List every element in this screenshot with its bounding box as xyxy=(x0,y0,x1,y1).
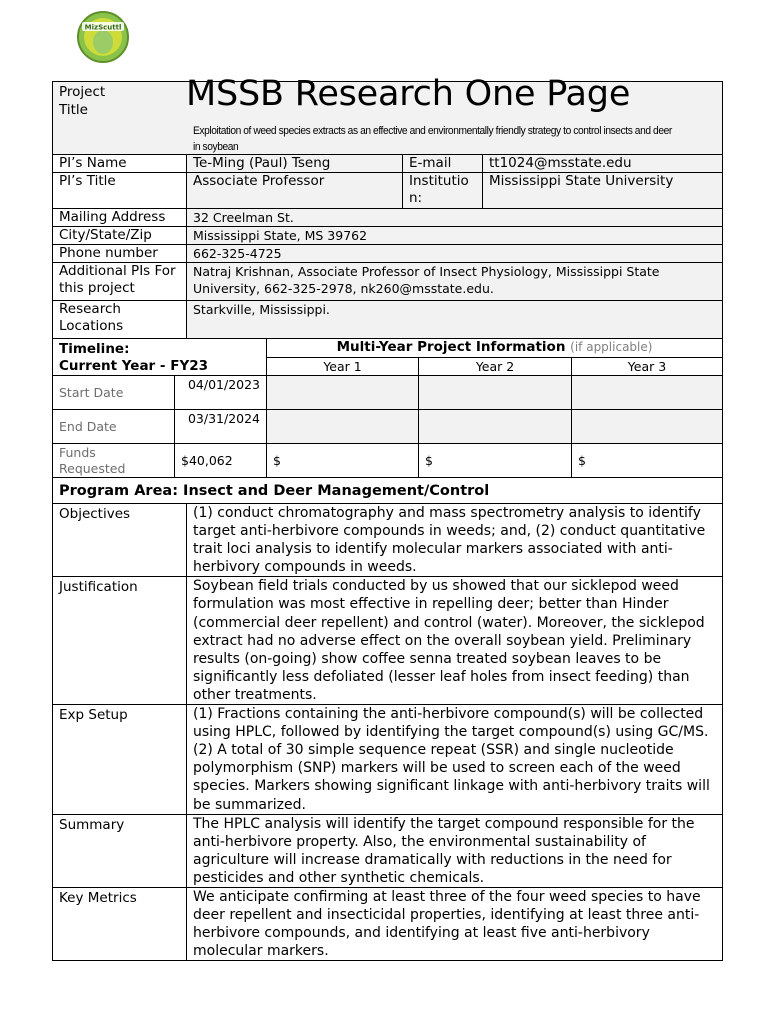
mssb-logo-icon xyxy=(76,10,130,64)
locations-label: Research Locations xyxy=(53,301,187,339)
start-year-2 xyxy=(419,376,572,410)
objectives-label: Objectives xyxy=(53,504,187,577)
year-1-header: Year 1 xyxy=(267,357,419,376)
header-table xyxy=(52,74,723,339)
start-date-label: Start Date xyxy=(53,376,175,410)
additional-pis-value: Natraj Krishnan, Associate Professor of Insect Physiology, Mississippi State University, 662-325-2978, nk260@msstate.edu. xyxy=(187,263,723,301)
mssb-logo xyxy=(76,10,130,64)
funds-year-1: $ xyxy=(267,444,419,478)
program-area: Program Area: Insect and Deer Management/Control xyxy=(53,478,723,504)
email-label: E-mail xyxy=(403,155,483,173)
end-year-2 xyxy=(419,410,572,444)
logo-text: MizScuttl xyxy=(84,23,122,32)
phone-value: 662-325-4725 xyxy=(187,245,723,263)
pi-title-label: PI’s Title xyxy=(53,173,187,209)
institution-value: Mississippi State University xyxy=(483,173,723,209)
pi-title-value: Associate Professor xyxy=(187,173,403,209)
mailing-value: 32 Creelman St. xyxy=(187,209,723,227)
city-value: Mississippi State, MS 39762 xyxy=(187,227,723,245)
exp-setup-value: (1) Fractions containing the anti-herbivore compound(s) will be collected using HPLC, followed by identifying the target compound(s) using GC/MS. (2) A total of 30 simple sequence repeat (SSR) and single nucleotide polymorphism (SNP) markers will be used to screen each of the weed species. Markers showing significant linkage with anti-herbivory traits will be summarized. xyxy=(187,705,723,815)
program-table xyxy=(52,477,723,961)
title-row xyxy=(53,74,723,155)
end-date-value: 03/31/2024 xyxy=(175,410,267,444)
multi-year-title: Multi-Year Project Information xyxy=(336,339,566,355)
objectives-value: (1) conduct chromatography and mass spectrometry analysis to identify target anti-herbivore compounds in weeds; and, (2) conduct quantitative trait loci analysis to identify molecular markers associated with anti-herbivory compounds in weeds. xyxy=(187,504,723,577)
year-2-header: Year 2 xyxy=(419,357,572,376)
locations-value: Starkville, Mississippi. xyxy=(187,301,723,339)
summary-label: Summary xyxy=(53,814,187,887)
timeline-heading xyxy=(53,339,267,376)
project-subtitle: Exploitation of weed species extracts as an effective and environmentally friendly strategy to control insects and deer in soybean xyxy=(193,125,672,153)
funds-year-2: $ xyxy=(419,444,572,478)
year-3-header: Year 3 xyxy=(572,357,723,376)
institution-label: Institution: xyxy=(403,173,483,209)
timeline-table xyxy=(52,338,723,478)
project-title-label: Project Title xyxy=(59,84,106,118)
start-date-value: 04/01/2023 xyxy=(175,376,267,410)
justification-label: Justification xyxy=(53,577,187,705)
one-page-form xyxy=(52,74,723,961)
funds-label-text: Funds Requested xyxy=(59,445,126,476)
funds-label xyxy=(53,444,175,478)
multi-year-note: (if applicable) xyxy=(570,340,653,354)
mailing-label: Mailing Address xyxy=(53,209,187,227)
key-metrics-value: We anticipate confirming at least three of the four weed species to have deer repellent and insecticidal properties, identifying at least three anti-herbivore compounds, and identifying at least five anti-herbivory molecular markers. xyxy=(187,887,723,960)
email-value: tt1024@msstate.edu xyxy=(483,155,723,173)
page-title: MSSB Research One Page xyxy=(186,74,631,114)
pi-name-label: PI’s Name xyxy=(53,155,187,173)
justification-value: Soybean field trials conducted by us showed that our sicklepod weed formulation was most effective in repelling deer; better than Hinder (commercial deer repellent) and control (water). Moreover, the sicklepod extract had no adverse effect on the overall soybean yield. Preliminary results (on-going) show coffee senna treated soybean leaves to be significantly less defoliated (lesser leaf holes from insect feeding) than other treatments. xyxy=(187,577,723,705)
key-metrics-label: Key Metrics xyxy=(53,887,187,960)
timeline-heading-line1: Timeline: xyxy=(59,341,130,357)
funds-year-3: $ xyxy=(572,444,723,478)
pi-name-value: Te-Ming (Paul) Tseng xyxy=(187,155,403,173)
city-label: City/State/Zip xyxy=(53,227,187,245)
exp-setup-label: Exp Setup xyxy=(53,705,187,815)
end-date-label: End Date xyxy=(53,410,175,444)
phone-label: Phone number xyxy=(53,245,187,263)
timeline-heading-line2: Current Year - FY23 xyxy=(59,358,209,374)
start-year-3 xyxy=(572,376,723,410)
end-year-1 xyxy=(267,410,419,444)
start-year-1 xyxy=(267,376,419,410)
end-year-3 xyxy=(572,410,723,444)
summary-value: The HPLC analysis will identify the target compound responsible for the anti-herbivore property. Also, the environmental sustainability of agriculture will increase dramatically with reductions in the need for pesticides and other synthetic chemicals. xyxy=(187,814,723,887)
multi-year-heading xyxy=(267,339,723,358)
additional-pis-label: Additional PIs For this project xyxy=(53,263,187,301)
funds-value: $40,062 xyxy=(175,444,267,478)
